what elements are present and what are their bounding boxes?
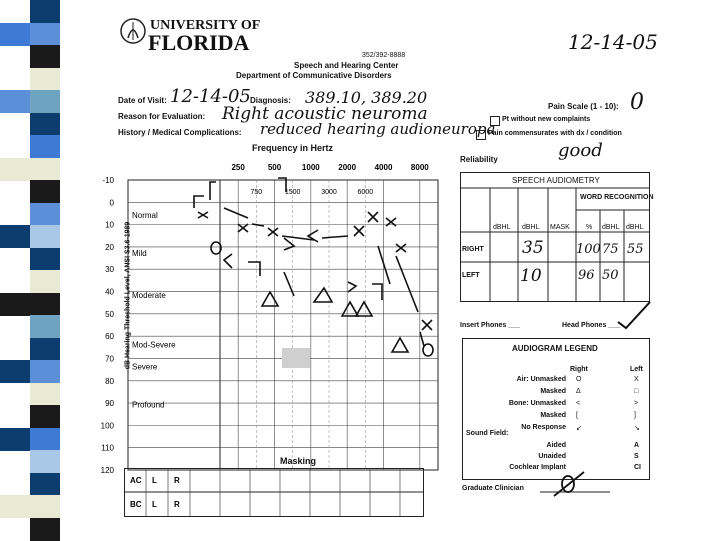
masking-row-label: R: [174, 476, 180, 485]
reliability-label: Reliability: [460, 155, 498, 164]
stripe-block: [0, 495, 30, 518]
graduate-clinician-label: Graduate Clinician: [462, 485, 524, 492]
db-tick-label: 80: [105, 376, 114, 386]
stripe-block: [30, 90, 60, 113]
pain-option-checkbox-1[interactable]: [490, 116, 500, 126]
severity-zone-label: Mod-Severe: [132, 340, 176, 350]
stripe-block: [0, 225, 30, 248]
handwritten-circle: [423, 344, 433, 356]
freq-tick-label: 4000: [374, 163, 393, 172]
col-dbhl-2: dBHL: [522, 224, 540, 231]
stripe-block: [30, 338, 60, 361]
legend-right-header: Right: [570, 366, 588, 373]
phone-number: 352/392-8888: [362, 52, 406, 59]
stripe-block: [30, 0, 60, 23]
word-recognition-header: WORD RECOGNITION: [580, 194, 654, 201]
stripe-block: [30, 518, 60, 541]
legend-row-label: Masked: [540, 412, 566, 419]
handwritten-mark: [284, 238, 294, 250]
masking-row-label: L: [152, 500, 157, 509]
frequency-axis-title: Frequency in Hertz: [252, 143, 334, 153]
legend-left-symbol: ]: [634, 412, 636, 419]
legend-row-label: Masked: [540, 388, 566, 395]
freq-tick-label: 1000: [301, 163, 320, 172]
db-tick-label: 100: [100, 421, 114, 431]
row-left-label: LEFT: [462, 272, 480, 279]
university-name-line1: UNIVERSITY OF: [150, 18, 261, 33]
sound-field-symbol: S: [634, 453, 639, 460]
freq-tick-label: 8000: [410, 163, 429, 172]
db-tick-label: 10: [105, 220, 114, 230]
sound-field-row-label: Cochlear Implant: [509, 464, 566, 471]
freq-tick-label: 250: [231, 163, 245, 172]
handwritten-mark: [396, 244, 406, 252]
zone-column: [128, 180, 220, 470]
speech-title: SPEECH AUDIOMETRY: [512, 176, 600, 185]
db-tick-label: -10: [102, 176, 114, 185]
stripe-block: [30, 248, 60, 271]
date-label: Date of Visit:: [118, 96, 167, 105]
center-name: Speech and Hearing Center: [294, 61, 399, 70]
reason-value: Right acoustic neuroma: [222, 104, 428, 124]
db-tick-label: 20: [105, 242, 114, 252]
handwritten-mark: [224, 254, 232, 268]
db-tick-label: 40: [105, 287, 114, 297]
db-tick-label: 90: [105, 399, 114, 409]
col-percent: %: [586, 224, 593, 231]
y-axis-title: dB Hearing Threshold Level, ANSI S3.6-1989: [124, 221, 132, 370]
pain-option-label-2: Pain commensurates with dx / condition: [488, 130, 622, 137]
handwritten-mark: [392, 338, 408, 352]
col-dbhl-1: dBHL: [493, 224, 511, 231]
handwritten-mark: [314, 288, 332, 302]
handwritten-mark: [198, 212, 208, 218]
stripe-block: [30, 158, 60, 181]
left-wr2-value: 50: [602, 268, 619, 283]
speech-audiometry-table: [460, 172, 650, 302]
university-name-line2: FLORIDA: [148, 30, 250, 55]
right-wr2-value: 75: [602, 242, 619, 257]
legend-right-symbol: ↙: [576, 425, 582, 432]
sound-field-symbol: CI: [634, 464, 641, 471]
pain-option-label-1: Pt without new complaints: [502, 116, 591, 123]
stripe-block: [30, 135, 60, 158]
freq-tick-label: 2000: [338, 163, 357, 172]
insert-phones-label: Insert Phones ___: [460, 322, 520, 329]
masking-row-label: BC: [130, 500, 142, 509]
legend-left-symbol: X: [634, 376, 639, 383]
stripe-block: [30, 68, 60, 91]
stripe-block: [30, 23, 60, 46]
stripe-block: [30, 203, 60, 226]
stripe-block: [30, 180, 60, 203]
stripe-block: [30, 473, 60, 496]
col-dbhl-3: dBHL: [602, 224, 620, 231]
handwritten-mark: [354, 226, 364, 236]
stripe-block: [30, 270, 60, 293]
stripe-block: [30, 315, 60, 338]
db-tick-label: 110: [101, 443, 114, 453]
legend-right-symbol: [: [576, 412, 578, 419]
legend-row-label: Bone: Unmasked: [508, 400, 566, 407]
smudge: [282, 348, 310, 368]
legend-right-symbol: Δ: [576, 388, 581, 395]
masking-label: Masking: [280, 456, 317, 466]
db-tick-label: 120: [100, 466, 114, 475]
freq-mid-label: 6000: [357, 189, 374, 196]
severity-zone-label: Mild: [132, 248, 147, 258]
legend-left-symbol: □: [634, 388, 639, 395]
handwritten-mark: [262, 292, 278, 306]
sound-field-row-label: Unaided: [538, 453, 566, 460]
handwritten-mark: [422, 320, 432, 330]
stripe-block: [30, 405, 60, 428]
masking-row-label: AC: [130, 476, 142, 485]
university-logo: [120, 16, 146, 46]
handwritten-mark: [194, 196, 204, 208]
stripe-block: [0, 158, 30, 181]
severity-zone-label: Profound: [132, 400, 165, 410]
db-tick-label: 0: [109, 198, 114, 208]
pain-scale-value: 0: [630, 90, 644, 115]
legend-right-symbol: O: [576, 376, 582, 383]
severity-zone-label: Moderate: [132, 291, 166, 301]
legend-right-symbol: <: [576, 400, 581, 407]
col-dbhl-4: dBHL: [626, 224, 644, 231]
sound-field-label: Sound Field:: [466, 430, 509, 437]
audiogram-chart: [100, 152, 448, 502]
stripe-block: [30, 225, 60, 248]
reliability-value: good: [558, 140, 603, 161]
stripe-block: [30, 360, 60, 383]
stripe-block: [30, 293, 60, 316]
masking-row-label: R: [174, 500, 180, 509]
right-srt-value: 35: [522, 238, 544, 258]
legend-left-header: Left: [630, 366, 643, 373]
stripe-block: [0, 23, 30, 46]
masking-row-label: L: [152, 476, 157, 485]
handwritten-mark: [224, 208, 424, 346]
sound-field-row-label: Aided: [546, 442, 566, 449]
freq-tick-label: 500: [267, 163, 282, 172]
db-tick-label: 70: [105, 354, 114, 364]
left-wr-value: 96: [578, 268, 595, 283]
stripe-block: [30, 495, 60, 518]
row-right-label: RIGHT: [462, 246, 484, 253]
clinician-signature: [540, 468, 610, 498]
pain-scale-label: Pain Scale (1 - 10):: [548, 102, 619, 111]
head-phones-label: Head Phones ___: [562, 322, 620, 329]
diagnosis-label: Diagnosis:: [250, 96, 291, 105]
head-phones-checkmark: [614, 300, 654, 330]
handwritten-date-top: 12-14-05: [568, 30, 658, 54]
stripe-block: [30, 428, 60, 451]
stripe-block: [30, 383, 60, 406]
left-srt-value: 10: [520, 266, 542, 286]
severity-zone-label: Severe: [132, 362, 158, 372]
pain-option-checkbox-2[interactable]: [476, 130, 486, 140]
severity-zone-label: Normal: [132, 210, 158, 220]
history-value: reduced hearing audioneuropa: [260, 120, 496, 138]
stripe-block: [0, 90, 30, 113]
legend-row-label: Air: Unmasked: [516, 376, 566, 383]
stripe-block: [30, 113, 60, 136]
date-value: 12-14-05: [170, 86, 251, 107]
handwritten-mark: [368, 212, 378, 222]
decorative-stripe-bar: [0, 0, 60, 540]
freq-mid-label: 1500: [284, 189, 301, 196]
reason-label: Reason for Evaluation:: [118, 112, 206, 121]
db-tick-label: 60: [105, 332, 114, 342]
legend-left-symbol: >: [634, 400, 639, 407]
right-wr-value: 100: [576, 242, 601, 257]
legend-title: AUDIOGRAM LEGEND: [512, 344, 598, 353]
freq-mid-label: 750: [250, 189, 263, 196]
department-name: Department of Communicative Disorders: [236, 71, 392, 80]
handwritten-mark: [238, 224, 248, 232]
diagnosis-value: 389.10, 389.20: [305, 88, 428, 107]
stripe-block: [0, 428, 30, 451]
audiogram-document: [100, 10, 658, 520]
col-mask: MASK: [550, 224, 570, 231]
legend-left-symbol: ↘: [634, 425, 640, 432]
sound-field-symbol: A: [634, 442, 640, 449]
masking-table: [124, 468, 424, 518]
stripe-block: [0, 360, 30, 383]
stripe-block: [30, 45, 60, 68]
db-tick-label: 30: [105, 265, 114, 275]
freq-mid-label: 3000: [321, 189, 337, 196]
history-label: History / Medical Complications:: [118, 128, 242, 137]
stripe-block: [0, 293, 30, 316]
handwritten-mark: [268, 228, 278, 236]
stripe-block: [30, 450, 60, 473]
legend-row-label: No Response: [521, 424, 566, 431]
right-wr3-value: 55: [627, 242, 644, 257]
db-tick-label: 50: [105, 309, 114, 319]
